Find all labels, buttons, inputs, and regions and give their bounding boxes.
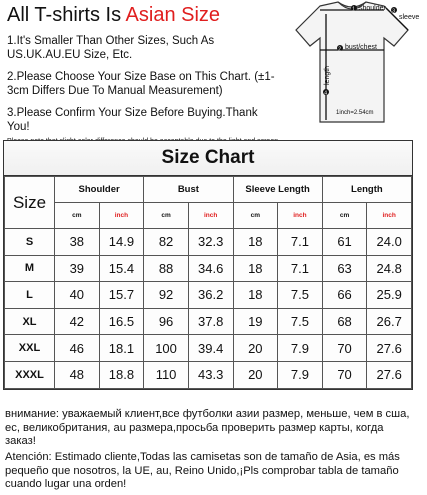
value-cell: 68 [322, 308, 367, 335]
value-cell: 18 [233, 255, 278, 282]
value-cell: 7.1 [278, 255, 323, 282]
unit-cm: cm [55, 203, 100, 229]
value-cell: 20 [233, 361, 278, 388]
unit-inch: inch [99, 203, 144, 229]
value-cell: 20 [233, 335, 278, 362]
value-cell: 7.1 [278, 229, 323, 256]
sleeve-length-header: Sleeve Length [233, 177, 322, 203]
size-cell: L [5, 282, 55, 309]
size-cell: M [5, 255, 55, 282]
shoulder-label: shoulder [359, 5, 386, 12]
unit-cm: cm [144, 203, 189, 229]
value-cell: 100 [144, 335, 189, 362]
table-row [5, 361, 412, 388]
unit-inch: inch [278, 203, 323, 229]
unit-inch: inch [367, 203, 412, 229]
value-cell: 24.0 [367, 229, 412, 256]
inch-note: 1inch=2.54cm [336, 110, 374, 116]
size-cell: XXXL [5, 361, 55, 388]
table-row [5, 282, 412, 309]
unit-cm: cm [322, 203, 367, 229]
size-chart [3, 140, 413, 390]
value-cell: 16.5 [99, 308, 144, 335]
size-chart-title: Size Chart [4, 141, 412, 176]
size-cell: S [5, 229, 55, 256]
shoulder-header: Shoulder [55, 177, 144, 203]
length-header: Length [322, 177, 411, 203]
value-cell: 70 [322, 335, 367, 362]
unit-inch: inch [188, 203, 233, 229]
value-cell: 92 [144, 282, 189, 309]
group-header-row [5, 177, 412, 203]
value-cell: 43.3 [188, 361, 233, 388]
tshirt-outline [296, 2, 408, 122]
value-cell: 18 [233, 282, 278, 309]
russian-note: внимание: уважаемый клиент,все футболки азии размер, меньше, чем в сша, ес, великобритания, au размера,просьба проверить размер карты, когда заказ! [5, 408, 410, 447]
note-2: 2.Please Choose Your Size Base on This Chart. (±1-3cm Differs Due To Manual Measurement) [7, 71, 275, 97]
value-cell: 70 [322, 361, 367, 388]
value-cell: 7.5 [278, 282, 323, 309]
marker-1: 1 [352, 6, 356, 13]
bust-label: bust/chest [345, 44, 377, 51]
unit-cm: cm [233, 203, 278, 229]
value-cell: 61 [322, 229, 367, 256]
value-cell: 24.8 [367, 255, 412, 282]
value-cell: 63 [322, 255, 367, 282]
value-cell: 39 [55, 255, 100, 282]
length-label: length [324, 65, 331, 85]
size-rows [5, 229, 412, 389]
value-cell: 18 [233, 229, 278, 256]
value-cell: 36.2 [188, 282, 233, 309]
value-cell: 39.4 [188, 335, 233, 362]
value-cell: 27.6 [367, 361, 412, 388]
size-table [4, 176, 412, 389]
table-row [5, 308, 412, 335]
value-cell: 66 [322, 282, 367, 309]
value-cell: 27.6 [367, 335, 412, 362]
bust-header: Bust [144, 177, 233, 203]
value-cell: 46 [55, 335, 100, 362]
value-cell: 18.1 [99, 335, 144, 362]
headline [7, 3, 220, 27]
table-row [5, 255, 412, 282]
value-cell: 88 [144, 255, 189, 282]
value-cell: 15.4 [99, 255, 144, 282]
value-cell: 18.8 [99, 361, 144, 388]
value-cell: 15.7 [99, 282, 144, 309]
value-cell: 7.9 [278, 361, 323, 388]
size-column-header: Size [5, 177, 55, 229]
value-cell: 96 [144, 308, 189, 335]
note-3: 3.Please Confirm Your Size Before Buying.Thank You! [7, 107, 258, 133]
size-notes [7, 34, 277, 154]
value-cell: 7.5 [278, 308, 323, 335]
table-row [5, 229, 412, 256]
tshirt-diagram-svg [290, 0, 420, 126]
value-cell: 82 [144, 229, 189, 256]
value-cell: 26.7 [367, 308, 412, 335]
value-cell: 42 [55, 308, 100, 335]
table-row [5, 335, 412, 362]
tshirt-diagram [290, 0, 420, 126]
headline-prefix: All T-shirts Is [7, 4, 126, 26]
sleeve-label: sleeve [399, 14, 420, 21]
value-cell: 37.8 [188, 308, 233, 335]
value-cell: 32.3 [188, 229, 233, 256]
value-cell: 110 [144, 361, 189, 388]
value-cell: 25.9 [367, 282, 412, 309]
headline-accent: Asian Size [125, 4, 221, 26]
value-cell: 34.6 [188, 255, 233, 282]
marker-4: 4 [324, 90, 328, 97]
value-cell: 19 [233, 308, 278, 335]
size-cell: XL [5, 308, 55, 335]
value-cell: 48 [55, 361, 100, 388]
value-cell: 40 [55, 282, 100, 309]
value-cell: 38 [55, 229, 100, 256]
unit-header-row [5, 203, 412, 229]
value-cell: 14.9 [99, 229, 144, 256]
size-cell: XXL [5, 335, 55, 362]
marker-3: 3 [392, 8, 396, 15]
marker-2: 2 [338, 46, 342, 53]
note-1: 1.It's Smaller Than Other Sizes, Such As US.UK.AU.EU Size, Etc. [7, 35, 215, 61]
value-cell: 7.9 [278, 335, 323, 362]
spanish-note: Atención: Estimado cliente,Todas las camisetas son de tamaño de Asia, es más pequeño que nosotros, la UE, au, Reino Unido,¡Pls comprobar tabla de tamaño cuando lugar una orden! [5, 451, 400, 490]
